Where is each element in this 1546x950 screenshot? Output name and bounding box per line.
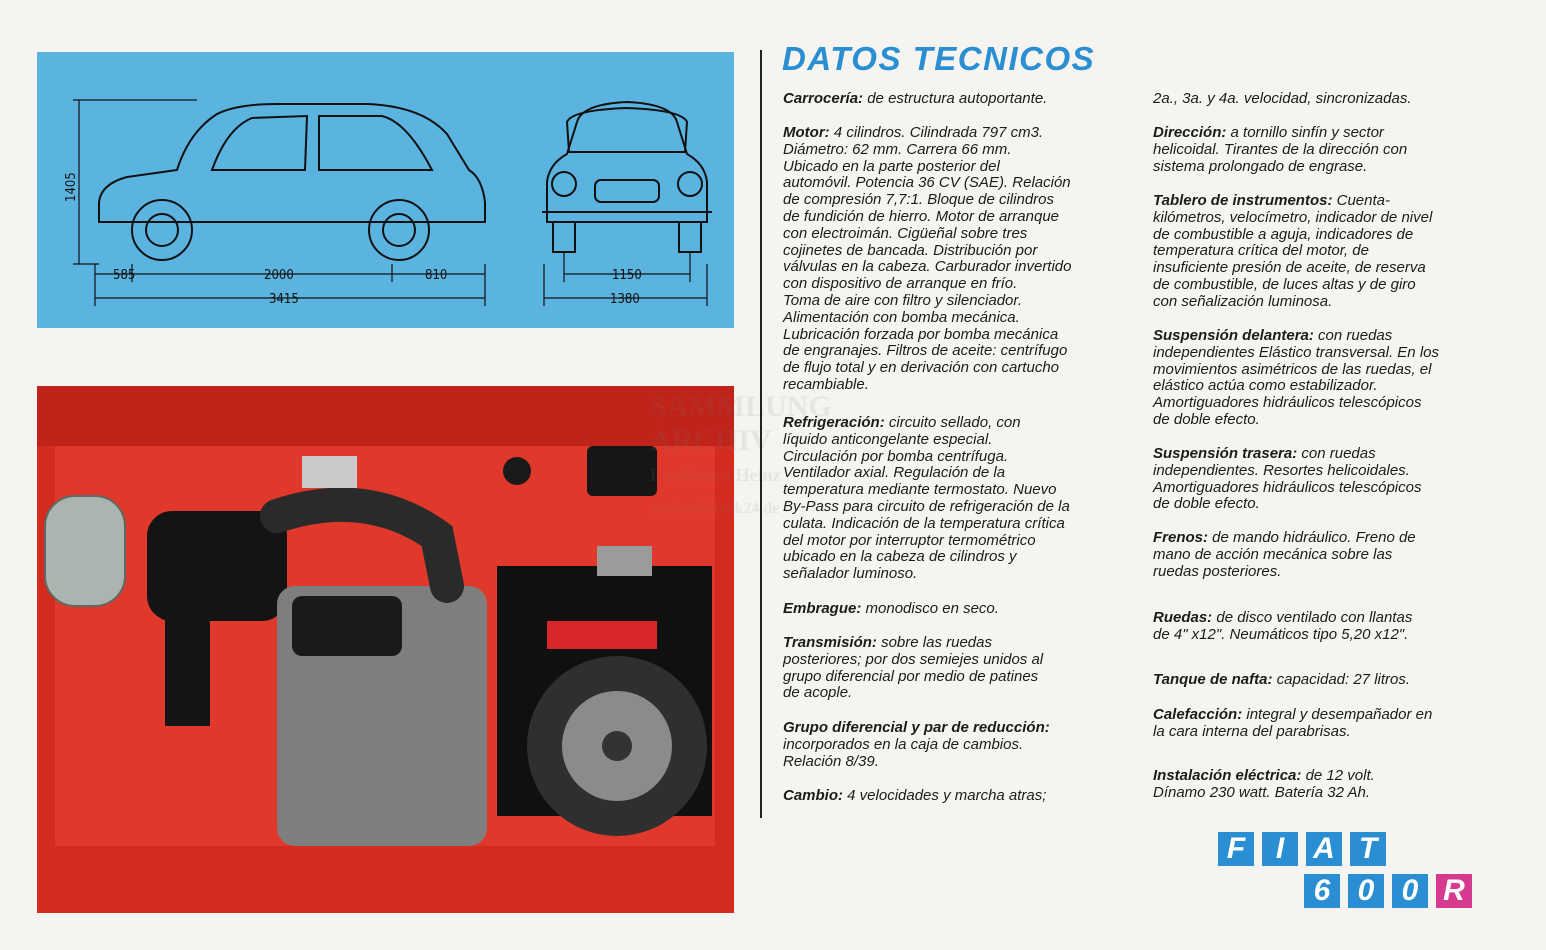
spec-refrigeracion: Refrigeración: circuito sellado, con líquido anticongelante especial. Circulación por bomba centrífuga. Ventilador axial. Regulación de la temperatura mediante termostato. Nuevo By-Pass para circuito de refrigeración de la culata. Indicación de la temperatura crítica del motor por interruptor termométrico ubicado en la cabeza de cilindros y señalador luminoso. — [783, 414, 1070, 583]
spec-carroceria: Carrocería: de estructura autoportante. — [783, 90, 1048, 107]
dim-front-overhang-label: 585 — [113, 268, 136, 283]
page-title: DATOS TECNICOS — [782, 40, 1096, 77]
engine-illustration — [37, 386, 734, 913]
logo-letter: F — [1218, 832, 1254, 866]
dim-wheelbase-label: 2000 — [264, 268, 294, 283]
logo-digit: 0 — [1348, 874, 1384, 908]
spec-calefaccion: Calefacción: integral y desempañador en la cara interna del parabrisas. — [1153, 706, 1433, 740]
spec-suspension-delantera: Suspensión delantera: con ruedas independientes Elástico transversal. En los movimientos asimétricos de las ruedas, el elástico actúa como estabilizador. Amortiguadores hidráulicos telescópicos de doble efecto. — [1153, 327, 1439, 428]
spec-instalacion-electrica: Instalación eléctrica: de 12 volt. Dínamo 230 watt. Batería 32 Ah. — [1153, 767, 1375, 801]
spec-motor: Motor: 4 cilindros. Cilindrada 797 cm3. Diámetro: 62 mm. Carrera 66 mm. Ubicado en la parte posterior del automóvil. Potencia 36 CV (SAE). Relación de compresión 7,7:1. Bloque de cilindros de fundición de hierro. Motor de arranque con electroimán. Cigüeñal sobre tres cojinetes de bancada. Distribución por válvulas en la cabeza. Carburador invertido con dispositivo de arranque en frío. Toma de aire con filtro y silenciador. Alimentación con bomba mecánica. Lubricación forzada por bomba mecánica de engranajes. Filtros de aceite: centrífugo de flujo total y en derivación con cartucho recambiable. — [783, 124, 1072, 393]
spec-transmision: Transmisión: sobre las ruedas posteriores; por dos semiejes unidos al grupo diferencial por medio de patines de acople. — [783, 634, 1044, 702]
logo-digit: 6 — [1304, 874, 1340, 908]
logo-letter: A — [1306, 832, 1342, 866]
spec-suspension-trasera: Suspensión trasera: con ruedas independientes. Resortes helicoidales. Amortiguadores hidráulicos telescópicos de doble efecto. — [1153, 445, 1422, 513]
watermark-line-3: Heinz — [735, 465, 781, 485]
watermark-line-1: SAMMLUNG — [650, 390, 832, 423]
spec-ruedas: Ruedas: de disco ventilado con llantas de 4" x12". Neumáticos tipo 5,20 x12". — [1153, 609, 1413, 643]
logo-digit: 0 — [1392, 874, 1428, 908]
logo-letter: I — [1262, 832, 1298, 866]
spec-grupo-diferencial: Grupo diferencial y par de reducción: incorporados en la caja de cambios. Relación 8/39. — [783, 719, 1050, 770]
spec-cambio: Cambio: 4 velocidades y marcha atras; — [783, 787, 1047, 804]
engine-bay-photo — [37, 386, 734, 913]
spec-cambio-cont: 2a., 3a. y 4a. velocidad, sincronizadas. — [1153, 90, 1412, 107]
fiat-600r-logo — [1218, 832, 1478, 912]
spec-direccion: Dirección: a tornillo sinfín y sector helicoidal. Tirantes de la dirección con sistema prolongado de engrase. — [1153, 124, 1408, 175]
spec-tanque: Tanque de nafta: capacidad: 27 litros. — [1153, 671, 1411, 688]
logo-letter-r: R — [1436, 874, 1472, 908]
spec-frenos: Frenos: de mando hidráulico. Freno de mano de acción mecánica sobre las ruedas posteriores. — [1153, 529, 1416, 580]
spec-tablero: Tablero de instrumentos: Cuenta- kilómetros, velocímetro, indicador de nivel de combustible a aguja, indicadores de temperatura crítica del motor, de insuficiente presión de aceite, de reserva de combustible, de luces altas y de giro con señalización luminosa. — [1153, 192, 1433, 310]
dimensions-diagram — [37, 52, 734, 328]
spec-embrague: Embrague: monodisco en seco. — [783, 600, 999, 617]
column-divider — [760, 50, 762, 818]
dim-length-label: 3415 — [269, 292, 299, 307]
dim-height-label: 1405 — [64, 172, 79, 202]
car-dimensions-drawing — [37, 52, 734, 328]
dim-rear-overhang-label: 810 — [425, 268, 448, 283]
logo-letter: T — [1350, 832, 1386, 866]
dim-width-label: 1380 — [610, 292, 640, 307]
dim-track-label: 1150 — [612, 268, 642, 283]
